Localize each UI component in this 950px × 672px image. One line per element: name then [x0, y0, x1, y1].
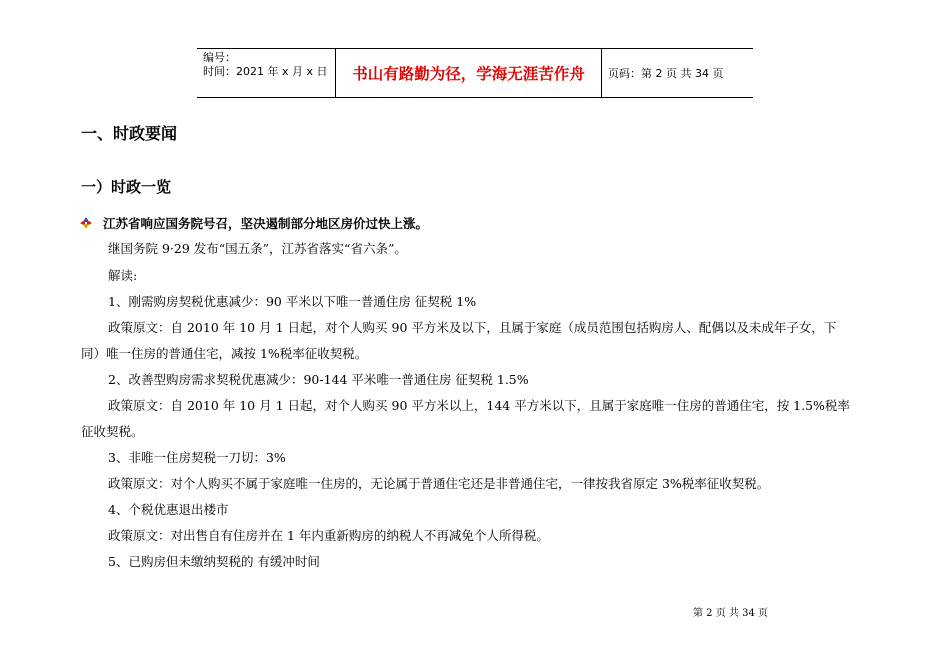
paragraph: 征收契税。 [81, 424, 144, 439]
paragraph: 同）唯一住房的普通住宅，减按 1%税率征收契税。 [81, 346, 368, 361]
arrow-bullet-icon [79, 216, 93, 230]
header-left-cell [197, 49, 336, 97]
page-footer: 第 2 页 共 34 页 [693, 608, 768, 619]
paragraph: 政策原文：自 2010 年 10 月 1 日起，对个人购买 90 平方米以上，144 平方米以下，且属于家庭唯一住房的普通住宅，按 1.5%税率 [108, 398, 850, 413]
paragraph: 3、非唯一住房契税一刀切：3% [108, 450, 286, 465]
bullet-item [79, 214, 428, 232]
section-heading: 一、时政要闻 [81, 124, 178, 143]
paragraph: 政策原文：对出售自有住房并在 1 年内重新购房的纳税人不再减免个人所得税。 [108, 528, 549, 543]
paragraph: 政策原文：对个人购买不属于家庭唯一住房的，无论属于普通住宅还是非普通住宅，一律按我省原定 3%税率征收契税。 [108, 476, 770, 491]
paragraph: 1、刚需购房契税优惠减少：90 平米以下唯一普通住房 征契税 1% [108, 294, 477, 309]
time-label: 时间：2021 年 x 月 x 日 [203, 65, 328, 78]
paragraph: 4、个税优惠退出楼市 [108, 502, 229, 517]
paragraph: 5、已购房但未缴纳契税的 有缓冲时间 [108, 554, 320, 569]
header-motto: 书山有路勤为径，学海无涯苦作舟 [336, 49, 602, 97]
subsection-heading: 一）时政一览 [81, 178, 172, 196]
bullet-title: 江苏省响应国务院号召，坚决遏制部分地区房价过快上涨。 [103, 216, 429, 231]
paragraph: 解读: [108, 268, 138, 283]
page-header [197, 48, 753, 98]
header-page-info: 页码：第 2 页 共 34 页 [608, 67, 724, 80]
paragraph: 继国务院 9·29 发布“国五条”，江苏省落实“省六条”。 [108, 241, 407, 256]
number-label: 编号： [203, 51, 236, 64]
paragraph: 政策原文：自 2010 年 10 月 1 日起，对个人购买 90 平方米及以下，且属于家庭（成员范围包括购房人、配偶以及未成年子女，下 [108, 320, 837, 335]
paragraph: 2、改善型购房需求契税优惠减少：90-144 平米唯一普通住房 征契税 1.5% [108, 372, 529, 387]
